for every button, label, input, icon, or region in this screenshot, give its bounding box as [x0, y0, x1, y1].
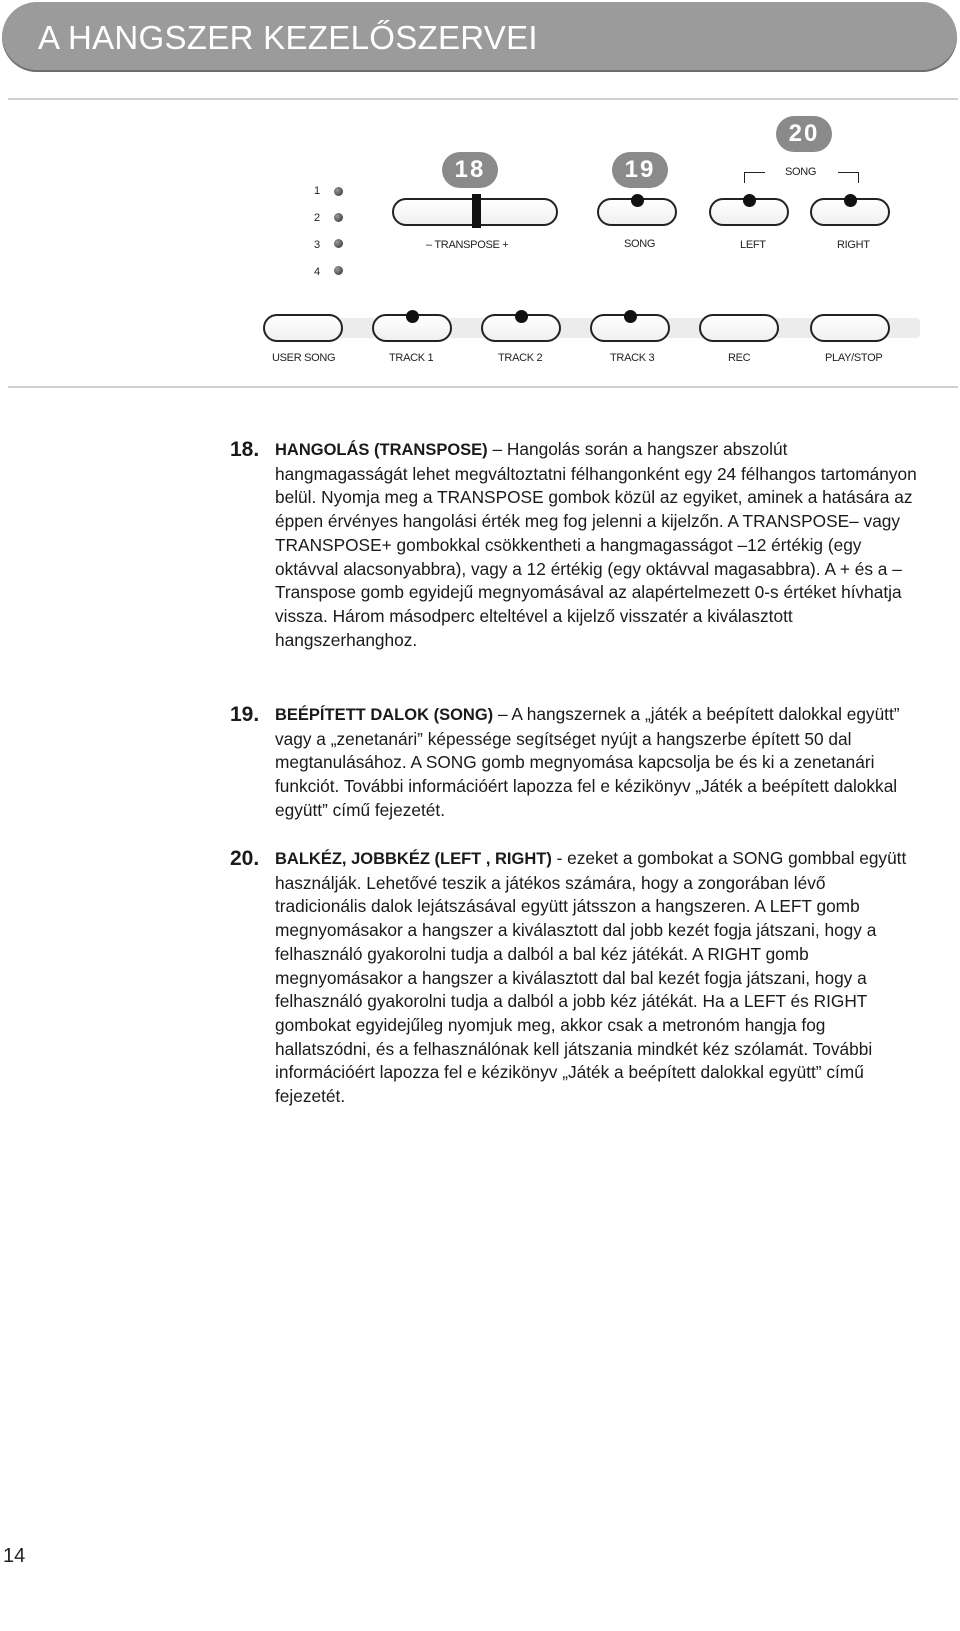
page-number: 14 — [3, 1545, 26, 1567]
song-group-label: SONG — [785, 166, 817, 178]
led-3 — [334, 239, 343, 248]
item-text: – Hangolás során a hangszer abszolút hangmagasságát lehet megváltoztatni félhangonként egy 24 félhangos tartományon belül. Nyomja meg a TRANSPOSE gombok közül az egyiket, aminek a hatására az éppen érvényes hangolási érték meg fog jelenni a kijelzőn. A TRANSPOSE– vagy TRANSPOSE+ gombokkal csökkentheti a hangmagasságot –12 értékig (egy oktávval alacsonyabbra), vagy a 12 értékig (egy oktávval magasabbra). A + és a – Transpose gomb egyidejű megnyomásával az alapértelmezett 0-s értéket hívhatja vissza. Három másodperc elteltével a kijelző visszatér a kiválasztott hangszerhanghoz. — [275, 439, 917, 650]
track-2-label: TRACK 2 — [498, 352, 543, 364]
item-number: 18. — [230, 438, 260, 461]
song-button[interactable] — [597, 198, 677, 226]
item-number: 20. — [230, 847, 260, 870]
led-4 — [334, 266, 343, 275]
item-18-transpose — [230, 438, 920, 652]
item-text: - ezeket a gombokat a SONG gombbal együtt használják. Lehetővé teszik a játékos számára, hogy a zongorában lévő tradicionális dalok lejátszásával együtt játsszon a hangszeren. A LEFT gomb megnyomásakor a hangszer a kiválasztott dal jobb kezét fogja játszani, hogy a felhasználó gyakorolni tudja a dalból a bal kéz játékát. A RIGHT gomb megnyomásakor a hangszer a kiválasztott dal bal kezét fogja játszani, hogy a felhasználó gyakorolni tudja a dalból a jobb kéz játékát. Ha a LEFT és RIGHT gombokat egyidejűleg nyomjuk meg, akkor csak a metronóm hangja fog hallatszódni, és a felhasználónak kell játszania mindkét kéz szólamát. További információért lapozza fel e kézikönyv „Játék a beépített dalokkal együtt” című fejezetét. — [275, 848, 907, 1107]
track-1-led-dot — [406, 310, 419, 323]
track-1-button[interactable] — [372, 314, 452, 342]
led-label-2: 2 — [314, 212, 321, 224]
user-song-label: USER SONG — [272, 352, 336, 364]
left-button[interactable] — [709, 198, 789, 226]
item-19-song — [230, 703, 920, 823]
play-stop-button[interactable] — [810, 314, 890, 342]
led-label-3: 3 — [314, 239, 321, 251]
track-1-label: TRACK 1 — [389, 352, 434, 364]
led-2 — [334, 213, 343, 222]
left-label: LEFT — [740, 239, 766, 251]
track-3-led-dot — [624, 310, 637, 323]
item-number: 19. — [230, 703, 260, 726]
led-label-1: 1 — [314, 185, 321, 197]
section-title: A HANGSZER KEZELŐSZERVEI — [38, 19, 538, 56]
badge-19: 19 — [612, 152, 668, 188]
panel-bottom-divider — [8, 386, 958, 388]
song-group-bracket-left — [744, 172, 765, 183]
badge-18: 18 — [442, 152, 498, 188]
song-label: SONG — [624, 238, 656, 250]
transpose-button[interactable] — [392, 198, 558, 226]
transpose-split-marker — [472, 194, 481, 228]
item-heading: BEÉPÍTETT DALOK (SONG) — [275, 706, 494, 724]
badge-20: 20 — [776, 116, 832, 152]
track-3-label: TRACK 3 — [610, 352, 655, 364]
item-20-left-right — [230, 847, 920, 1109]
rec-label: REC — [728, 352, 751, 364]
transpose-label: – TRANSPOSE + — [426, 239, 509, 251]
rec-button[interactable] — [699, 314, 779, 342]
left-led-dot — [743, 194, 756, 207]
item-heading: BALKÉZ, JOBBKÉZ (LEFT , RIGHT) — [275, 850, 552, 868]
track-2-led-dot — [515, 310, 528, 323]
led-label-4: 4 — [314, 266, 321, 278]
led-1 — [334, 187, 343, 196]
song-led-dot — [631, 194, 644, 207]
track-2-button[interactable] — [481, 314, 561, 342]
song-group-bracket-right — [838, 172, 859, 183]
right-button[interactable] — [810, 198, 890, 226]
track-3-button[interactable] — [590, 314, 670, 342]
user-song-button[interactable] — [263, 314, 343, 342]
item-text: – A hangszernek a „játék a beépített dalokkal együtt” vagy a „zenetanári” képessége segítséget nyújt a hangszerbe épített 50 dal megtanulásához. A SONG gomb megnyomása kapcsolja be és ki a zenetanári funkciót. További információért lapozza fel e kézikönyv „Játék a beépített dalokkal együtt” című fejezetét. — [275, 704, 900, 820]
right-label: RIGHT — [837, 239, 870, 251]
play-stop-label: PLAY/STOP — [825, 352, 883, 364]
right-led-dot — [844, 194, 857, 207]
control-panel-diagram — [0, 0, 960, 364]
item-heading: HANGOLÁS (TRANSPOSE) — [275, 441, 488, 459]
